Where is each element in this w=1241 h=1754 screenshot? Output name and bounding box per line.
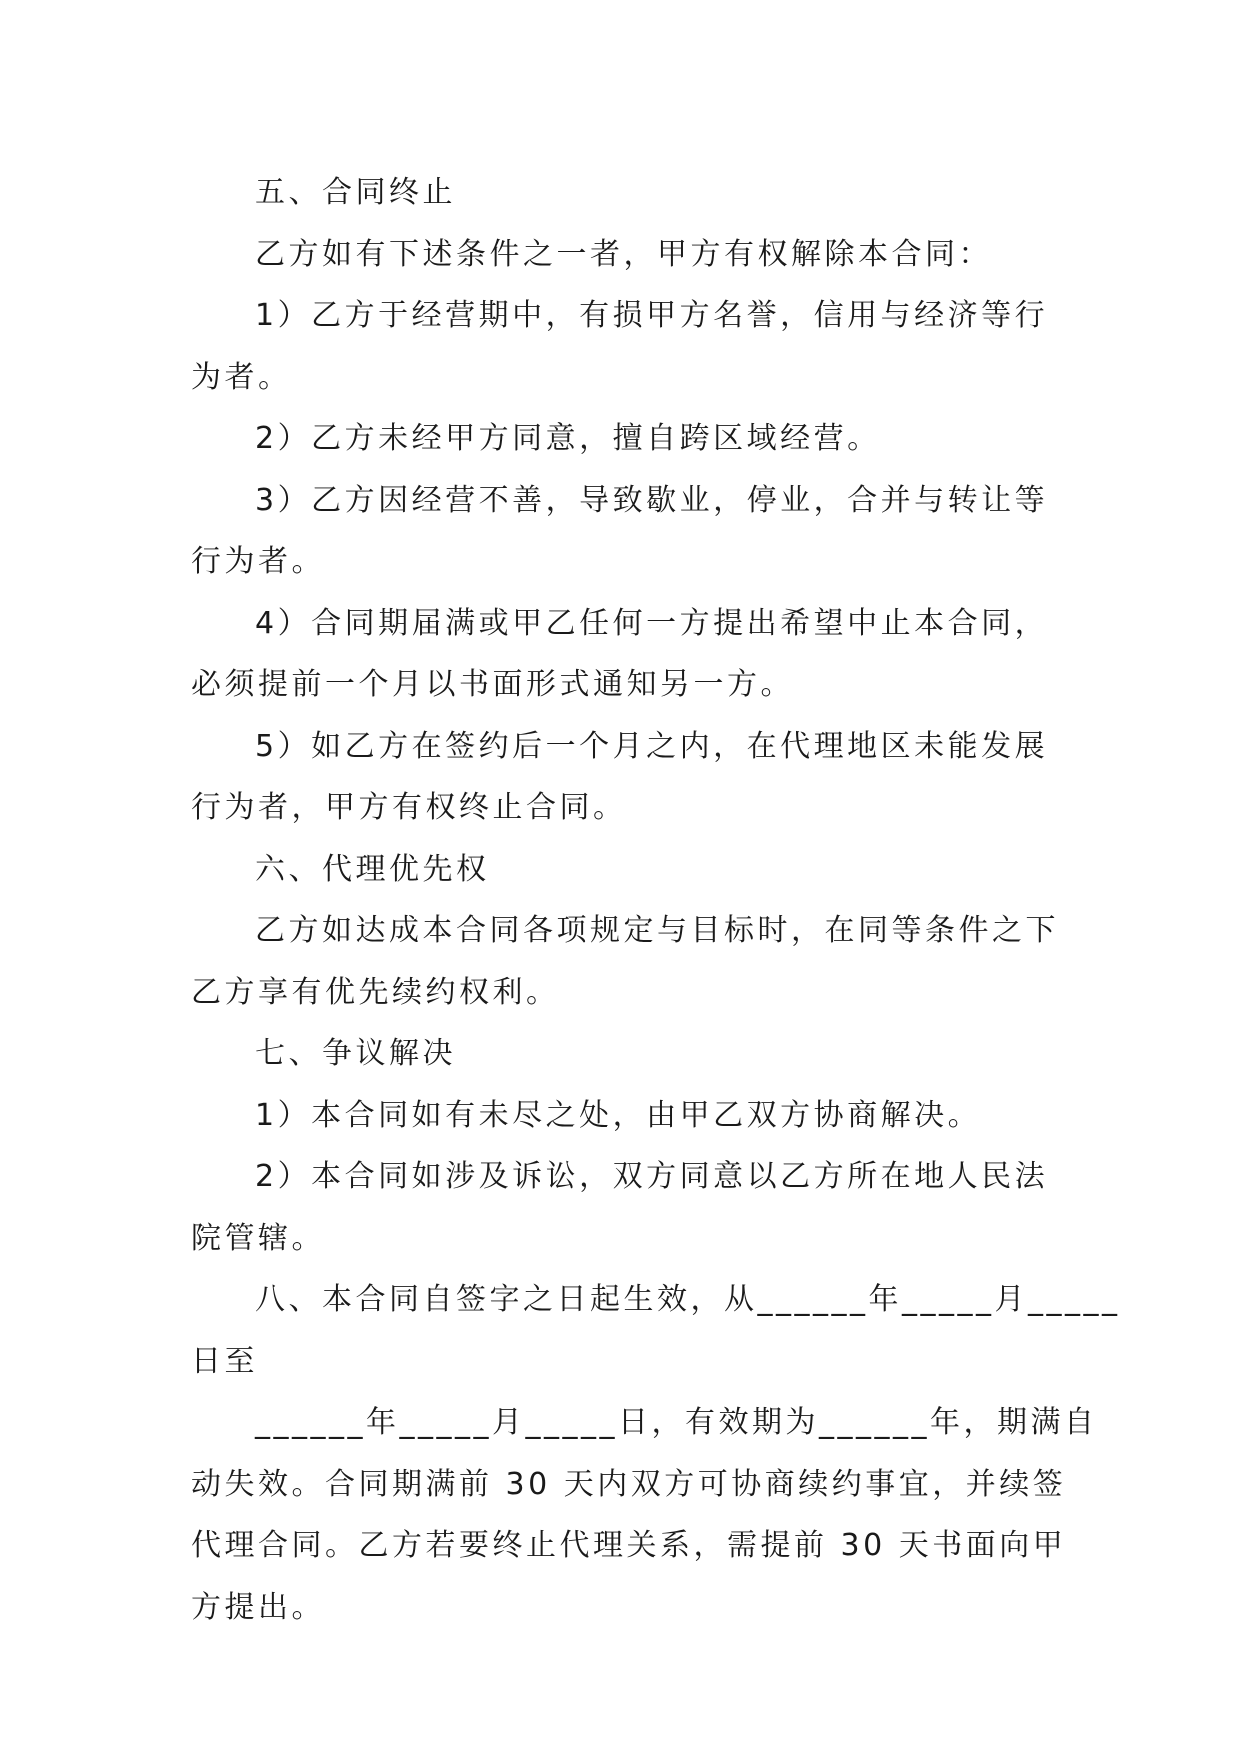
paragraph-line: 日至: [191, 1343, 258, 1379]
paragraph-line: 乙方如达成本合同各项规定与目标时，在同等条件之下: [255, 913, 1059, 948]
paragraph-line: ______年_____月_____日，有效期为______年，期满自: [255, 1405, 1098, 1440]
paragraph-line: 乙方如有下述条件之一者，甲方有权解除本合同：: [255, 236, 992, 272]
section-heading-dispute: 七、争议解决: [255, 1036, 456, 1071]
paragraph-line: 2）乙方未经甲方同意，擅自跨区域经营。: [255, 421, 881, 456]
paragraph-line: 动失效。合同期满前 30 天内双方可协商续约事宜，并续签: [191, 1466, 1067, 1502]
paragraph-line: 行为者，甲方有权终止合同。: [191, 790, 627, 825]
section-heading-termination: 五、合同终止: [255, 175, 456, 210]
paragraph-line: 2）本合同如涉及诉讼，双方同意以乙方所在地人民法: [255, 1159, 1049, 1194]
paragraph-line: 乙方享有优先续约权利。: [191, 974, 560, 1010]
paragraph-line: 为者。: [191, 359, 292, 395]
section-heading-priority: 六、代理优先权: [255, 851, 490, 887]
paragraph-line: 1）本合同如有未尽之处，由甲乙双方协商解决。: [255, 1097, 982, 1133]
paragraph-line: 必须提前一个月以书面形式通知另一方。: [191, 667, 794, 702]
paragraph-line: 方提出。: [191, 1589, 325, 1625]
paragraph-line: 行为者。: [191, 544, 325, 579]
section-heading-effective: 八、本合同自签字之日起生效，从______年_____月_____: [255, 1282, 1121, 1317]
paragraph-line: 4）合同期届满或甲乙任何一方提出希望中止本合同，: [255, 605, 1049, 641]
paragraph-line: 3）乙方因经营不善，导致歇业，停业，合并与转让等: [255, 482, 1049, 518]
paragraph-line: 代理合同。乙方若要终止代理关系，需提前 30 天书面向甲: [191, 1528, 1067, 1563]
document-body: [191, 162, 1121, 1638]
paragraph-line: 5）如乙方在签约后一个月之内，在代理地区未能发展: [255, 728, 1049, 764]
paragraph-line: 1）乙方于经营期中，有损甲方名誉，信用与经济等行: [255, 298, 1049, 333]
paragraph-line: 院管辖。: [191, 1220, 325, 1256]
